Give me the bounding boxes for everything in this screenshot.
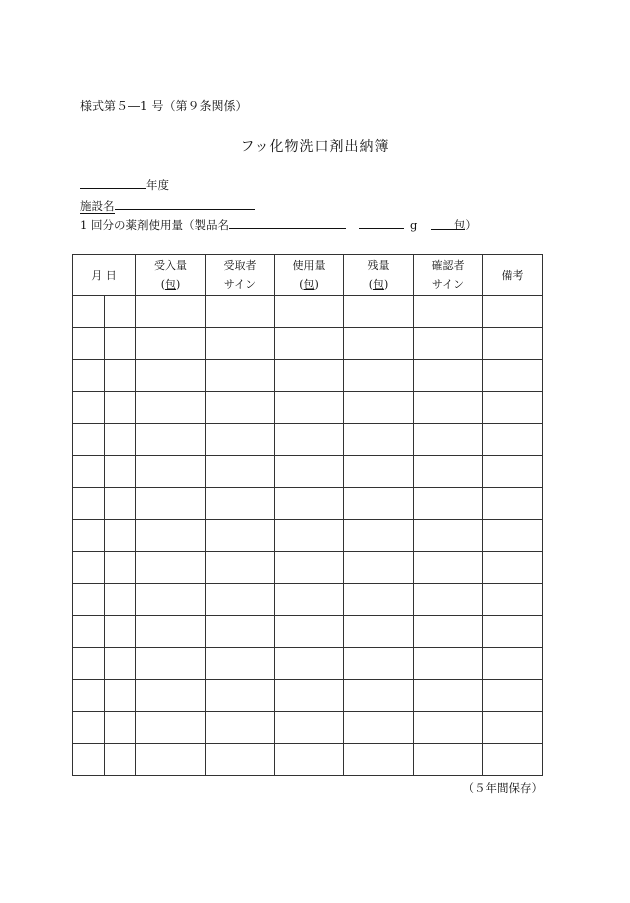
- retention-note: （５年間保存）: [462, 781, 543, 795]
- confirmer-sign-cell[interactable]: [414, 424, 483, 456]
- used-cell[interactable]: [275, 520, 344, 552]
- fiscal-year-blank[interactable]: [80, 176, 146, 189]
- remarks-cell[interactable]: [483, 360, 543, 392]
- used-cell[interactable]: [275, 328, 344, 360]
- received-cell[interactable]: [136, 616, 206, 648]
- remarks-cell[interactable]: [483, 456, 543, 488]
- table-row: [73, 648, 543, 680]
- month-cell[interactable]: [73, 296, 105, 328]
- receiver-sign-cell[interactable]: [206, 616, 275, 648]
- received-cell[interactable]: [136, 584, 206, 616]
- table-row: [73, 712, 543, 744]
- used-cell[interactable]: [275, 680, 344, 712]
- header-row: [73, 255, 543, 296]
- used-cell[interactable]: [275, 456, 344, 488]
- day-cell[interactable]: [105, 328, 136, 360]
- confirmer-sign-cell[interactable]: [414, 616, 483, 648]
- received-cell[interactable]: [136, 680, 206, 712]
- used-cell[interactable]: [275, 552, 344, 584]
- confirmer-sign-cell[interactable]: [414, 360, 483, 392]
- day-cell[interactable]: [105, 584, 136, 616]
- col-header-remarks: 備考: [483, 255, 543, 296]
- month-cell[interactable]: [73, 328, 105, 360]
- used-cell[interactable]: [275, 744, 344, 776]
- remarks-cell[interactable]: [483, 520, 543, 552]
- confirmer-sign-cell[interactable]: [414, 456, 483, 488]
- pack-unit: 包: [453, 218, 466, 232]
- form-number: 様式第５―1 号（第９条関係）: [80, 99, 248, 113]
- received-cell[interactable]: [136, 360, 206, 392]
- confirmer-sign-cell[interactable]: [414, 744, 483, 776]
- remarks-cell[interactable]: [483, 424, 543, 456]
- month-cell[interactable]: [73, 520, 105, 552]
- table-row: [73, 328, 543, 360]
- table-row: [73, 392, 543, 424]
- receiver-sign-cell[interactable]: [206, 424, 275, 456]
- remarks-cell[interactable]: [483, 680, 543, 712]
- used-cell[interactable]: [275, 616, 344, 648]
- ledger-table: [72, 254, 543, 776]
- confirmer-sign-cell[interactable]: [414, 328, 483, 360]
- received-cell[interactable]: [136, 648, 206, 680]
- receiver-sign-cell[interactable]: [206, 648, 275, 680]
- remaining-cell[interactable]: [344, 360, 414, 392]
- receiver-sign-cell[interactable]: [206, 584, 275, 616]
- receiver-sign-cell[interactable]: [206, 552, 275, 584]
- confirmer-sign-cell[interactable]: [414, 296, 483, 328]
- col-header-remaining: 残量 (包): [344, 255, 414, 296]
- received-cell[interactable]: [136, 552, 206, 584]
- remarks-cell[interactable]: [483, 744, 543, 776]
- remaining-cell[interactable]: [344, 296, 414, 328]
- remaining-cell[interactable]: [344, 744, 414, 776]
- product-name-blank[interactable]: [229, 216, 346, 229]
- month-cell[interactable]: [73, 712, 105, 744]
- receiver-sign-cell[interactable]: [206, 680, 275, 712]
- day-cell[interactable]: [105, 392, 136, 424]
- used-cell[interactable]: [275, 488, 344, 520]
- fiscal-year-label: 年度: [146, 178, 169, 192]
- received-cell[interactable]: [136, 488, 206, 520]
- receiver-sign-cell[interactable]: [206, 296, 275, 328]
- confirmer-sign-cell[interactable]: [414, 488, 483, 520]
- day-cell[interactable]: [105, 616, 136, 648]
- confirmer-sign-cell[interactable]: [414, 648, 483, 680]
- used-cell[interactable]: [275, 424, 344, 456]
- day-cell[interactable]: [105, 648, 136, 680]
- used-cell[interactable]: [275, 712, 344, 744]
- table-row: [73, 520, 543, 552]
- remarks-cell[interactable]: [483, 712, 543, 744]
- received-cell[interactable]: [136, 392, 206, 424]
- remaining-cell[interactable]: [344, 712, 414, 744]
- received-cell[interactable]: [136, 712, 206, 744]
- day-cell[interactable]: [105, 520, 136, 552]
- document-title: フッ化物洗口剤出納簿: [240, 139, 390, 155]
- received-cell[interactable]: [136, 328, 206, 360]
- used-cell[interactable]: [275, 584, 344, 616]
- day-cell[interactable]: [105, 488, 136, 520]
- used-cell[interactable]: [275, 648, 344, 680]
- month-cell[interactable]: [73, 488, 105, 520]
- day-cell[interactable]: [105, 296, 136, 328]
- month-cell[interactable]: [73, 744, 105, 776]
- table-row: [73, 744, 543, 776]
- month-cell[interactable]: [73, 648, 105, 680]
- table-row: [73, 296, 543, 328]
- fiscal-year-line: [80, 176, 169, 193]
- used-cell[interactable]: [275, 392, 344, 424]
- col-header-date: 月 日: [73, 255, 136, 296]
- facility-name-line: [80, 197, 255, 214]
- day-cell[interactable]: [105, 744, 136, 776]
- dose-label: 1 回分の薬剤使用量（製品名: [80, 218, 229, 232]
- month-cell[interactable]: [73, 456, 105, 488]
- remarks-cell[interactable]: [483, 584, 543, 616]
- table-row: [73, 616, 543, 648]
- table-row: [73, 488, 543, 520]
- close-paren: ）: [465, 218, 477, 232]
- used-cell[interactable]: [275, 360, 344, 392]
- receiver-sign-cell[interactable]: [206, 392, 275, 424]
- ledger-body: [73, 296, 543, 776]
- remarks-cell[interactable]: [483, 296, 543, 328]
- receiver-sign-cell[interactable]: [206, 328, 275, 360]
- confirmer-sign-cell[interactable]: [414, 680, 483, 712]
- month-cell[interactable]: [73, 616, 105, 648]
- day-cell[interactable]: [105, 680, 136, 712]
- col-header-received: 受入量 (包): [136, 255, 206, 296]
- table-row: [73, 584, 543, 616]
- receiver-sign-cell[interactable]: [206, 488, 275, 520]
- month-cell[interactable]: [73, 584, 105, 616]
- receiver-sign-cell[interactable]: [206, 712, 275, 744]
- day-cell[interactable]: [105, 552, 136, 584]
- remarks-cell[interactable]: [483, 328, 543, 360]
- remaining-cell[interactable]: [344, 424, 414, 456]
- confirmer-sign-cell[interactable]: [414, 584, 483, 616]
- month-cell[interactable]: [73, 552, 105, 584]
- month-cell[interactable]: [73, 680, 105, 712]
- month-cell[interactable]: [73, 360, 105, 392]
- receiver-sign-cell[interactable]: [206, 744, 275, 776]
- table-row: [73, 552, 543, 584]
- remaining-cell[interactable]: [344, 328, 414, 360]
- remarks-cell[interactable]: [483, 552, 543, 584]
- remaining-cell[interactable]: [344, 616, 414, 648]
- receiver-sign-cell[interactable]: [206, 360, 275, 392]
- table-row: [73, 680, 543, 712]
- dose-line: [80, 216, 477, 233]
- used-cell[interactable]: [275, 296, 344, 328]
- confirmer-sign-cell[interactable]: [414, 712, 483, 744]
- received-cell[interactable]: [136, 424, 206, 456]
- col-header-receiver-sign: 受取者 サイン: [206, 255, 275, 296]
- day-cell[interactable]: [105, 360, 136, 392]
- day-cell[interactable]: [105, 424, 136, 456]
- received-cell[interactable]: [136, 296, 206, 328]
- confirmer-sign-cell[interactable]: [414, 552, 483, 584]
- table-row: [73, 456, 543, 488]
- receiver-sign-cell[interactable]: [206, 456, 275, 488]
- remaining-cell[interactable]: [344, 488, 414, 520]
- packs-blank[interactable]: [431, 217, 465, 230]
- confirmer-sign-cell[interactable]: [414, 520, 483, 552]
- remaining-cell[interactable]: [344, 552, 414, 584]
- grams-blank[interactable]: [359, 216, 404, 229]
- month-cell[interactable]: [73, 392, 105, 424]
- remaining-cell[interactable]: [344, 584, 414, 616]
- remarks-cell[interactable]: [483, 616, 543, 648]
- remarks-cell[interactable]: [483, 392, 543, 424]
- col-header-used: 使用量 (包): [275, 255, 344, 296]
- received-cell[interactable]: [136, 744, 206, 776]
- remaining-cell[interactable]: [344, 392, 414, 424]
- remarks-cell[interactable]: [483, 488, 543, 520]
- facility-name-label: 施設名: [80, 199, 115, 213]
- remaining-cell[interactable]: [344, 680, 414, 712]
- gram-unit: g: [409, 218, 418, 232]
- table-row: [73, 360, 543, 392]
- receiver-sign-cell[interactable]: [206, 520, 275, 552]
- remaining-cell[interactable]: [344, 456, 414, 488]
- remaining-cell[interactable]: [344, 520, 414, 552]
- month-cell[interactable]: [73, 424, 105, 456]
- received-cell[interactable]: [136, 456, 206, 488]
- table-row: [73, 424, 543, 456]
- remaining-cell[interactable]: [344, 648, 414, 680]
- facility-name-blank[interactable]: [115, 197, 255, 210]
- confirmer-sign-cell[interactable]: [414, 392, 483, 424]
- received-cell[interactable]: [136, 520, 206, 552]
- day-cell[interactable]: [105, 712, 136, 744]
- remarks-cell[interactable]: [483, 648, 543, 680]
- day-cell[interactable]: [105, 456, 136, 488]
- col-header-confirmer-sign: 確認者 サイン: [414, 255, 483, 296]
